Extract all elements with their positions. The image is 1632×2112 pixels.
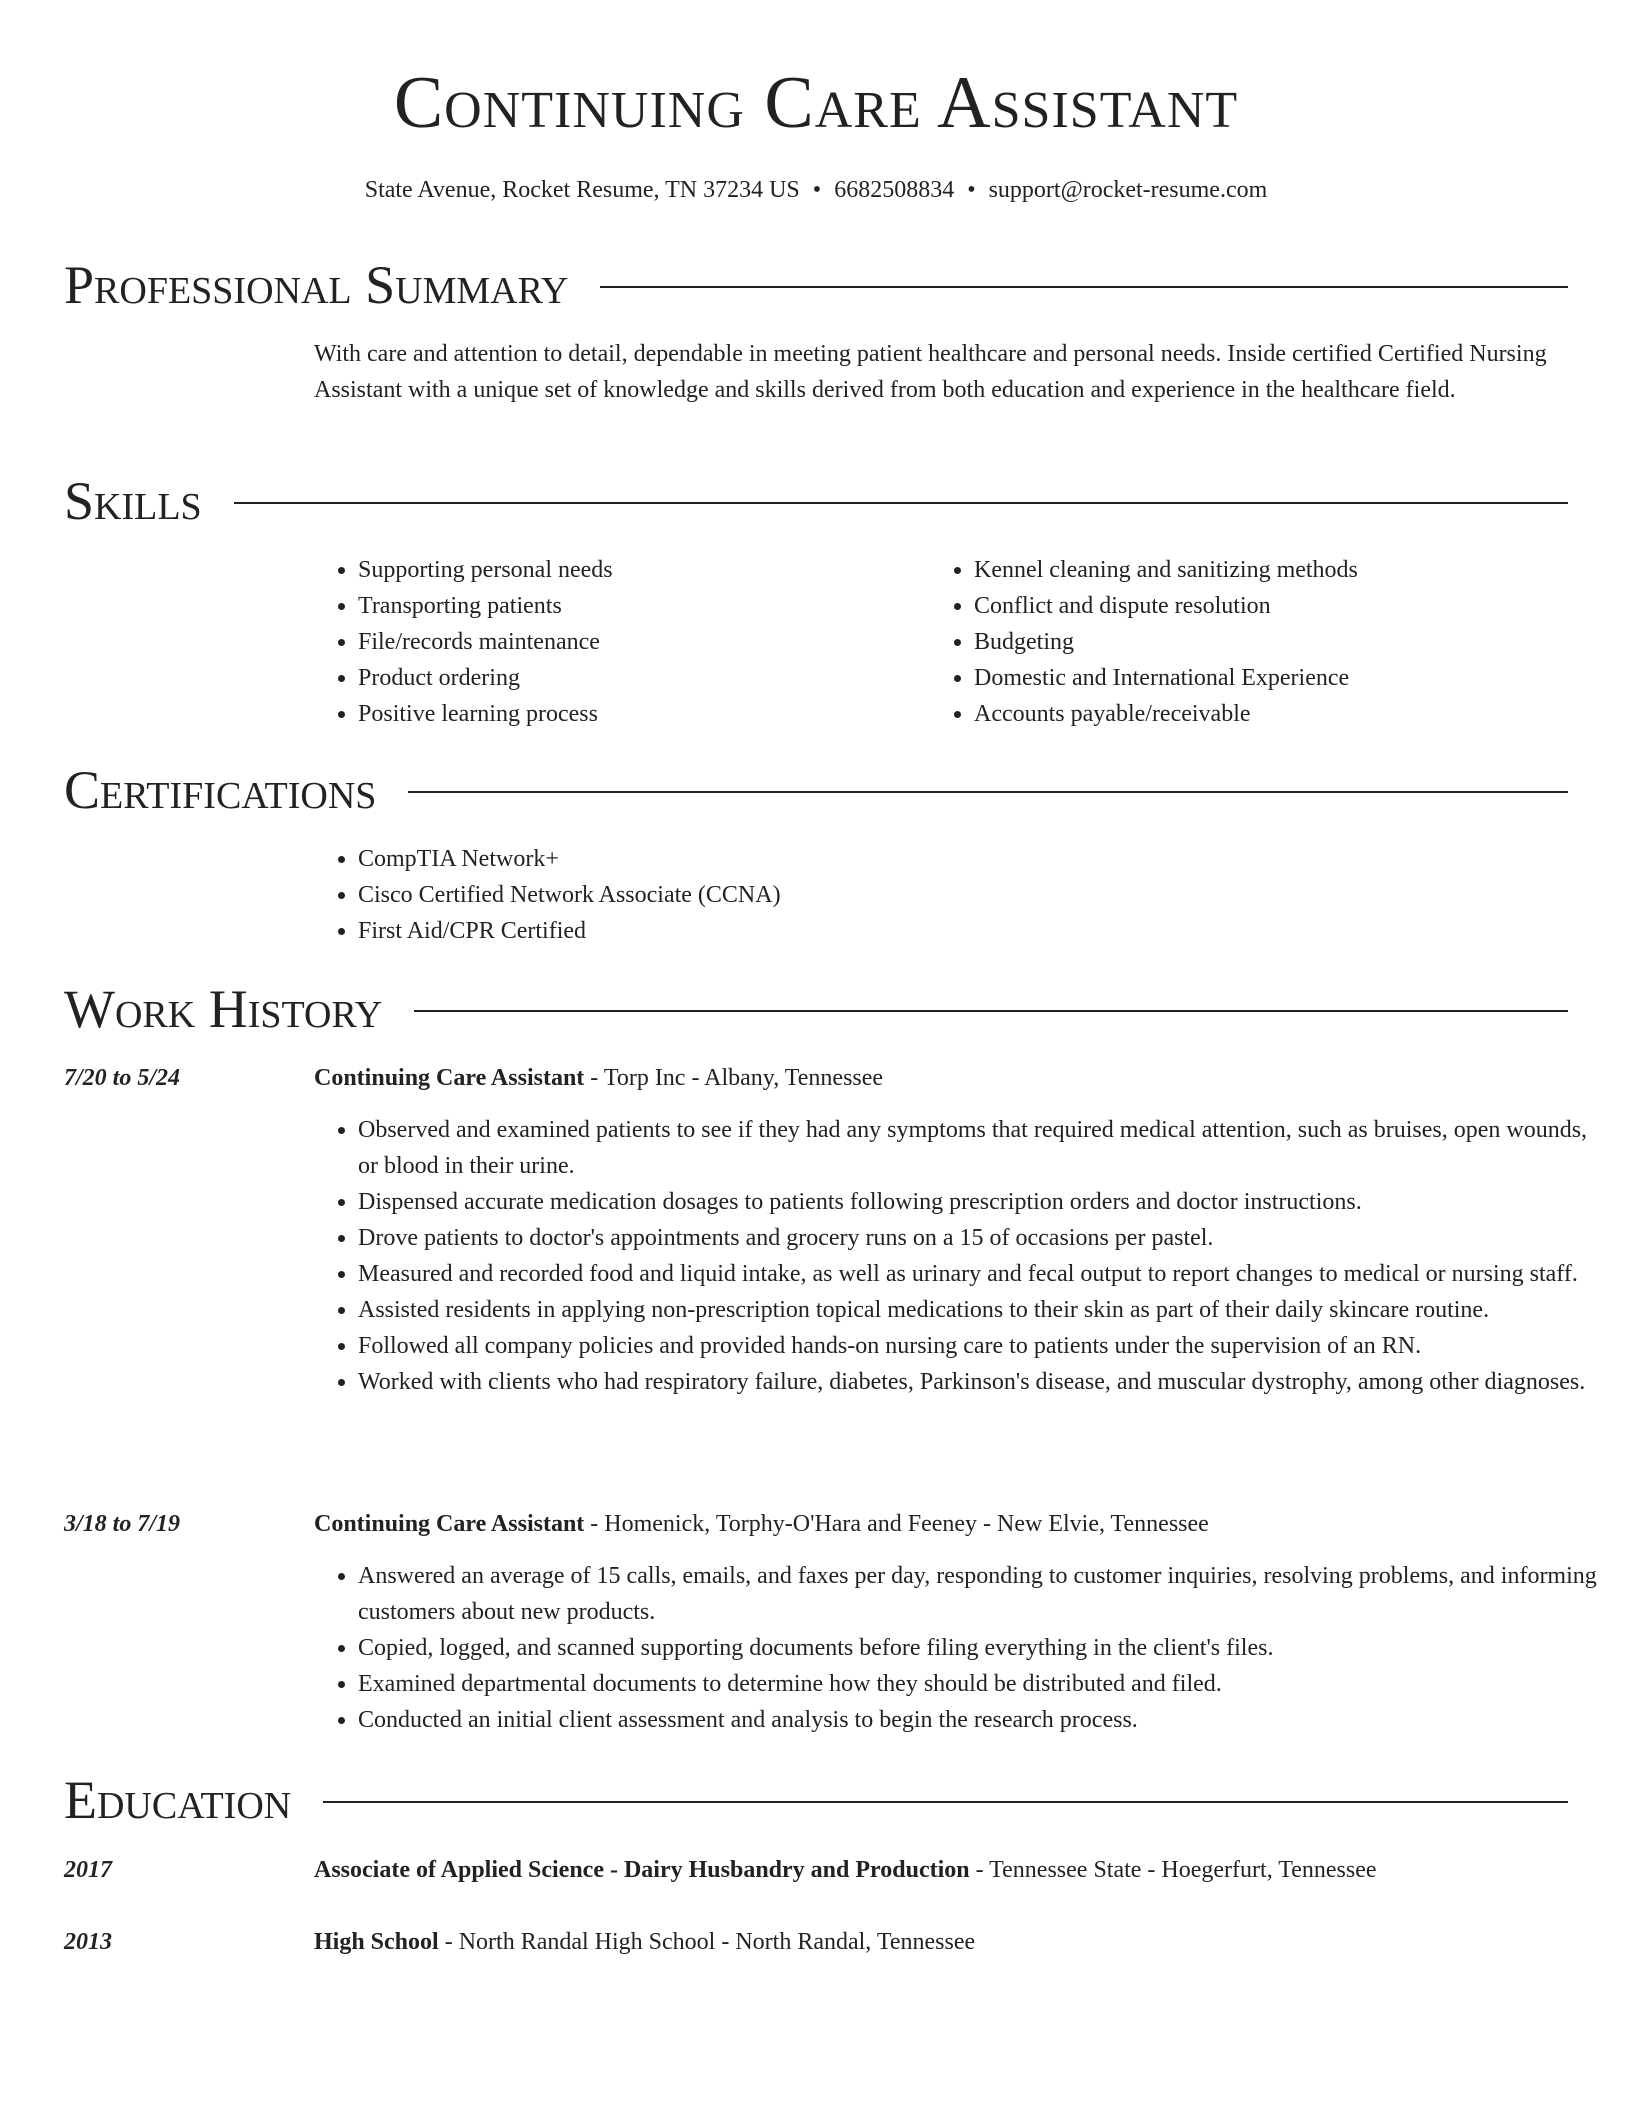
job-employer: - Homenick, Torphy-O'Hara and Feeney - New Elvie, Tennessee [584, 1511, 1209, 1537]
certifications-list [314, 841, 1458, 949]
work-history-section-title: Work History [64, 979, 383, 1039]
contact-separator: • [967, 177, 976, 203]
summary-section-title: Professional Summary [64, 255, 569, 315]
job-title: Continuing Care Assistant [314, 1065, 585, 1091]
section-divider [600, 286, 1568, 288]
certification-item: • CompTIA Network+ [358, 841, 1458, 877]
education-entry [314, 1924, 1568, 1960]
skill-item: • Transporting patients [358, 588, 918, 624]
section-divider [408, 791, 1568, 793]
education-section-header [64, 1765, 1568, 1835]
certifications-section-title: Certifications [64, 760, 377, 820]
skills-section-header [64, 466, 1568, 536]
education-year: 2013 [64, 1929, 112, 1955]
contact-separator: • [812, 177, 822, 203]
section-divider [323, 1801, 1568, 1803]
summary-text: With care and attention to detail, dependable in meeting patient healthcare and personal needs. Inside certified Certified Nursing Assistant with a unique set of knowledge and skills derived from both education and experience in the healthcare field. [314, 341, 1547, 403]
section-divider [414, 1010, 1568, 1012]
work-history-section-header [64, 974, 1568, 1044]
job-heading [314, 1506, 1568, 1542]
job-heading [314, 1060, 1568, 1096]
job-employer: - Torp Inc - Albany, Tennessee [584, 1065, 884, 1091]
contact-address: State Avenue, Rocket Resume, TN 37234 US [364, 177, 800, 203]
education-degree: High School [314, 1929, 439, 1955]
skills-section-title: Skills [64, 471, 202, 531]
education-school: - Tennessee State - Hoegerfurt, Tennessee [969, 1857, 1377, 1883]
contact-line [0, 174, 1632, 206]
job-bullet: • Examined departmental documents to determine how they should be distributed and filed. [358, 1666, 1612, 1702]
education-degree: Associate of Applied Science - Dairy Husbandry and Production [314, 1857, 970, 1883]
skill-item: • Domestic and International Experience [974, 660, 1594, 696]
job-bullets [314, 1558, 1612, 1738]
job-bullet: • Drove patients to doctor's appointments and grocery runs on a 15 of occasions per pastel. [358, 1220, 1612, 1256]
job-bullet: • Observed and examined patients to see if they had any symptoms that required medical attention, such as bruises, open wounds, or blood in their urine. [358, 1112, 1612, 1184]
education-entry [314, 1852, 1568, 1888]
skill-item: • Accounts payable/receivable [974, 696, 1594, 732]
job-bullet: • Dispensed accurate medication dosages to patients following prescription orders and doctor instructions. [358, 1184, 1612, 1220]
skill-item: • Supporting personal needs [358, 552, 918, 588]
certification-item: • Cisco Certified Network Associate (CCNA) [358, 877, 1458, 913]
skills-list-left [314, 552, 918, 732]
education-section-title: Education [64, 1770, 292, 1830]
education-school: - North Randal High School - North Randal, Tennessee [438, 1929, 976, 1955]
skill-item: • Budgeting [974, 624, 1594, 660]
job-dates: 3/18 to 7/19 [64, 1511, 181, 1537]
skill-item: • Kennel cleaning and sanitizing methods [974, 552, 1594, 588]
job-bullet: • Followed all company policies and provided hands-on nursing care to patients under the supervision of an RN. [358, 1328, 1612, 1364]
contact-phone: 6682508834 [834, 177, 955, 203]
certifications-section-header [64, 755, 1568, 825]
job-bullet: • Assisted residents in applying non-prescription topical medications to their skin as part of their daily skincare routine. [358, 1292, 1612, 1328]
education-year: 2017 [64, 1857, 112, 1883]
certification-item: • First Aid/CPR Certified [358, 913, 1458, 949]
job-bullet: • Worked with clients who had respiratory failure, diabetes, Parkinson's disease, and muscular dystrophy, among other diagnoses. [358, 1364, 1612, 1400]
skill-item: • Product ordering [358, 660, 918, 696]
summary-section-header [64, 250, 1568, 320]
job-bullet: • Answered an average of 15 calls, emails, and faxes per day, responding to customer inquiries, resolving problems, and informing customers about new products. [358, 1558, 1612, 1630]
candidate-name: Continuing Care Assistant [393, 62, 1239, 144]
contact-email: support@rocket-resume.com [988, 177, 1268, 203]
skills-list-right [930, 552, 1594, 732]
skill-item: • File/records maintenance [358, 624, 918, 660]
job-bullet: • Measured and recorded food and liquid intake, as well as urinary and fecal output to report changes to medical or nursing staff. [358, 1256, 1612, 1292]
job-bullets [314, 1112, 1612, 1400]
job-bullet: • Conducted an initial client assessment and analysis to begin the research process. [358, 1702, 1612, 1738]
job-bullet: • Copied, logged, and scanned supporting documents before filing everything in the client's files. [358, 1630, 1612, 1666]
job-title: Continuing Care Assistant [314, 1511, 585, 1537]
job-dates: 7/20 to 5/24 [64, 1065, 181, 1091]
section-divider [234, 502, 1568, 504]
skill-item: • Positive learning process [358, 696, 918, 732]
skill-item: • Conflict and dispute resolution [974, 588, 1594, 624]
